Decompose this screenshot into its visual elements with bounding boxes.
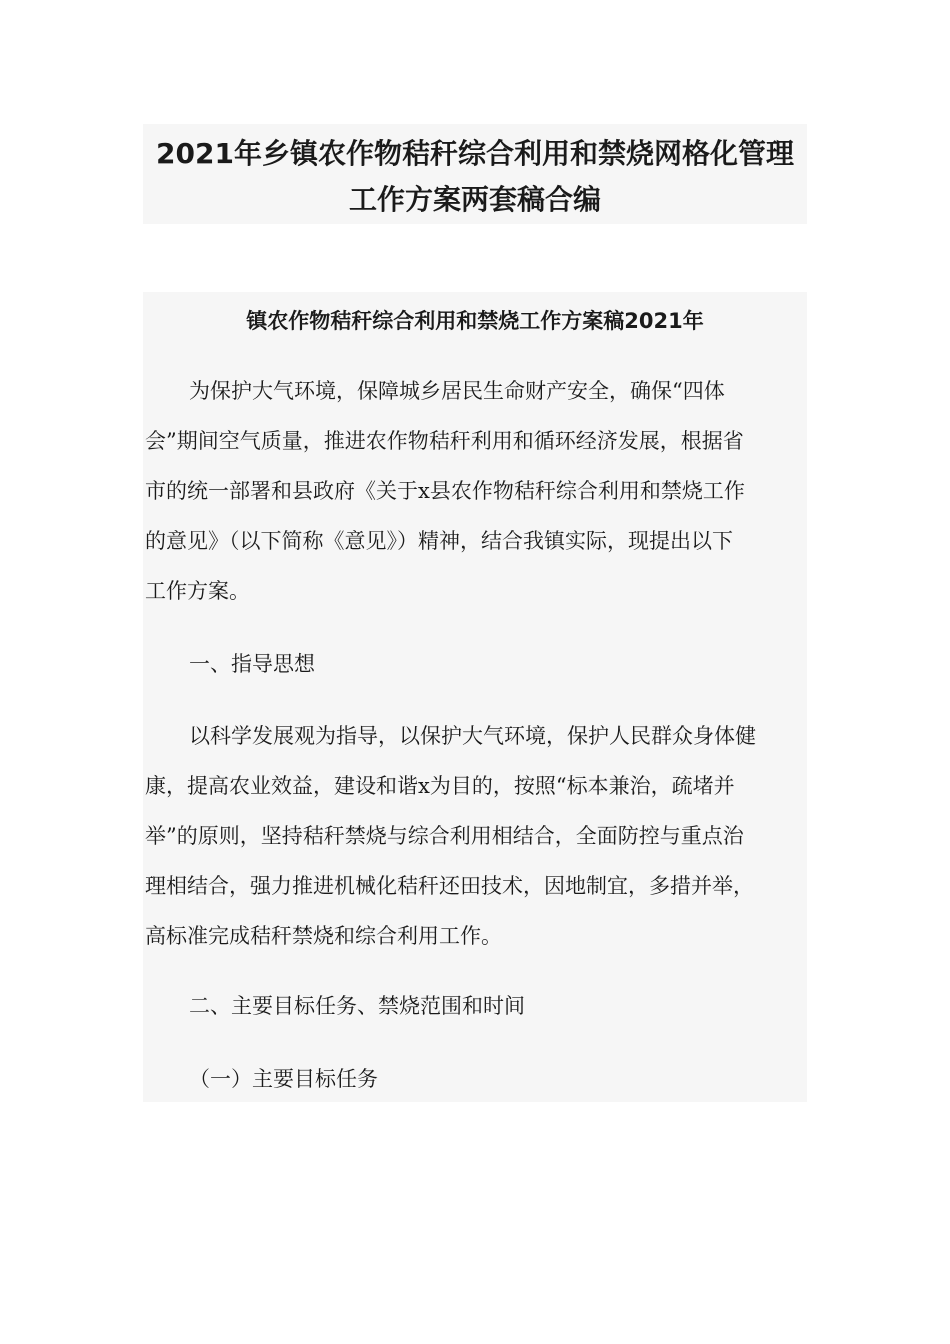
paragraph-1-line-2: 会”期间空气质量，推进农作物秸秆利用和循环经济发展，根据省 (145, 429, 744, 453)
paragraph-1-line-4: 的意见》（以下简称《意见》）精神，结合我镇实际，现提出以下 (145, 529, 733, 553)
subsection-heading-1: （一）主要目标任务 (189, 1067, 378, 1091)
section-heading-1: 一、指导思想 (189, 652, 315, 676)
paragraph-2-line-4: 理相结合，强力推进机械化秸秆还田技术，因地制宜，多措并举， (145, 874, 754, 898)
section-heading-2: 二、主要目标任务、禁烧范围和时间 (189, 994, 525, 1018)
paragraph-2-line-1: 以科学发展观为指导，以保护大气环境，保护人民群众身体健 (189, 724, 756, 748)
paragraph-1-line-5: 工作方案。 (145, 579, 250, 603)
paragraph-1-line-1: 为保护大气环境，保障城乡居民生命财产安全，确保“四体 (189, 379, 725, 403)
title-line-1: 2021年乡镇农作物秸秆综合利用和禁烧网格化管理 (156, 137, 794, 170)
document-body (143, 292, 807, 1102)
title-line-2: 工作方案两套稿合编 (348, 183, 601, 216)
document-title (143, 124, 807, 224)
paragraph-2-line-2: 康，提高农业效益，建设和谐x为目的，按照“标本兼治，疏堵并 (145, 774, 735, 798)
paragraph-2-line-5: 高标准完成秸秆禁烧和综合利用工作。 (145, 924, 502, 948)
document-subtitle: 镇农作物秸秆综合利用和禁烧工作方案稿2021年 (246, 309, 704, 333)
paragraph-2-line-3: 举”的原则，坚持秸秆禁烧与综合利用相结合，全面防控与重点治 (145, 824, 744, 848)
paragraph-1-line-3: 市的统一部署和县政府《关于x县农作物秸秆综合利用和禁烧工作 (145, 479, 745, 503)
